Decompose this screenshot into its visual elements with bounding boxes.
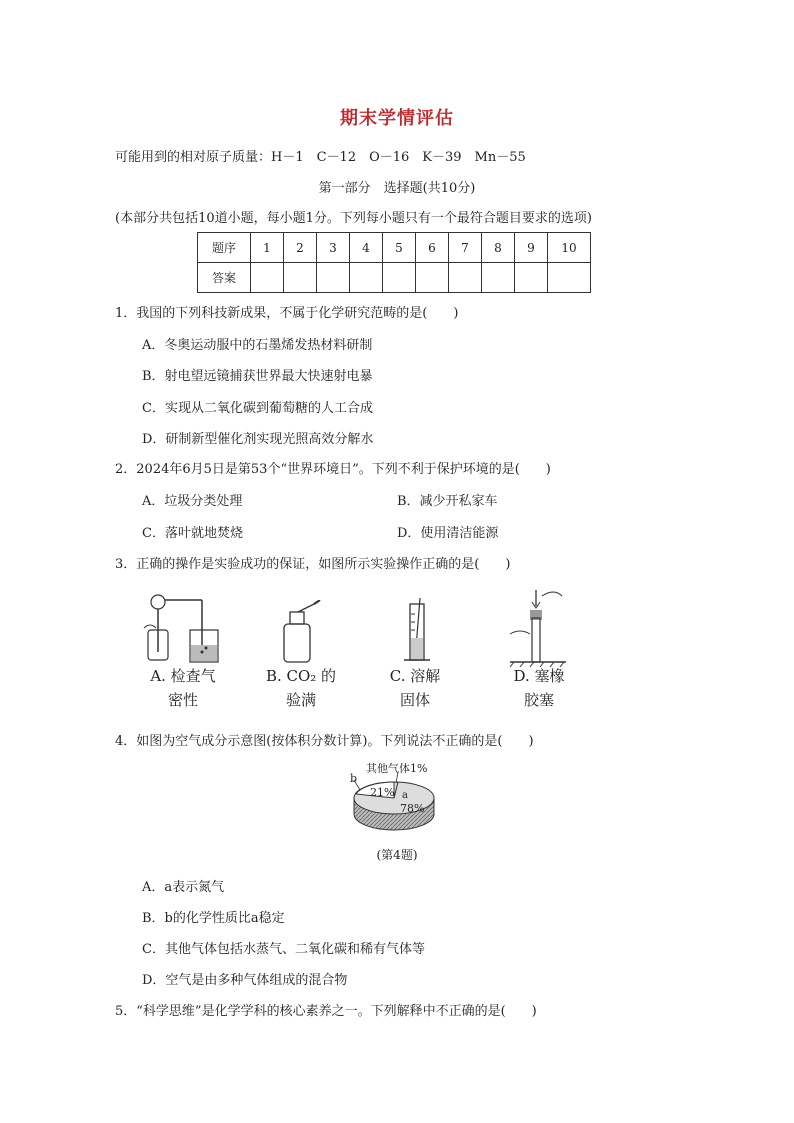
question-number: 6 xyxy=(416,233,449,263)
table-header: 题序 xyxy=(198,233,251,263)
question-number: 3 xyxy=(317,233,350,263)
question-number: 2 xyxy=(284,233,317,263)
q3-stem: 3．正确的操作是实验成功的保证，如图所示实验操作正确的是( ) xyxy=(115,557,511,572)
question-number: 10 xyxy=(548,233,591,263)
section-title: 第一部分 选择题(共10分) xyxy=(318,181,476,196)
q4-option-a: A．a表示氮气 xyxy=(142,880,225,895)
question-number: 8 xyxy=(482,233,515,263)
pie-label-a: a xyxy=(402,790,408,801)
q1-option-c: C．实现从二氧化碳到葡萄糖的人工合成 xyxy=(142,401,373,416)
answer-cell[interactable] xyxy=(449,263,482,293)
q5-stem: 5．“科学思维”是化学学科的核心素养之一。下列解释中不正确的是( ) xyxy=(115,1004,537,1019)
answer-cell[interactable] xyxy=(284,263,317,293)
pie-label-a-percent: 78% xyxy=(400,802,425,815)
table-header: 答案 xyxy=(198,263,251,293)
answer-cell[interactable] xyxy=(251,263,284,293)
q2-option-b: B．减少开私家车 xyxy=(397,494,498,509)
answer-cell[interactable] xyxy=(482,263,515,293)
answer-cell[interactable] xyxy=(317,263,350,293)
figure-d-label-line2: 胶塞 xyxy=(523,691,554,709)
answer-cell[interactable] xyxy=(515,263,548,293)
instructions: (本部分共包括10道小题，每小题1分。下列每小题只有一个最符合题目要求的选项) xyxy=(115,211,592,226)
figure-d-label-line1: D. 塞橡 xyxy=(513,667,565,685)
figure-caption-q4: (第4题) xyxy=(376,848,418,862)
q4-option-d: D．空气是由多种气体组成的混合物 xyxy=(142,973,348,988)
q2-stem: 2．2024年6月5日是第53个“世界环境日”。下列不利于保护环境的是( ) xyxy=(115,462,551,477)
q2-option-c: C．落叶就地焚烧 xyxy=(142,526,243,541)
page-title: 期末学情评估 xyxy=(340,108,454,129)
figure-c-label-line2: 固体 xyxy=(399,691,430,709)
q4-stem: 4．如图为空气成分示意图(按体积分数计算)。下列说法不正确的是( ) xyxy=(115,734,534,749)
q4-option-c: C．其他气体包括水蒸气、二氧化碳和稀有气体等 xyxy=(142,942,425,957)
question-number: 9 xyxy=(515,233,548,263)
figure-c-label-line1: C. 溶解 xyxy=(389,667,441,685)
figure-c-caption xyxy=(360,664,470,712)
figure-b-label-line1: B. CO₂ 的 xyxy=(265,667,337,685)
q4-option-b: B．b的化学性质比a稳定 xyxy=(142,911,285,926)
question-number: 5 xyxy=(383,233,416,263)
question-number: 7 xyxy=(449,233,482,263)
answer-table xyxy=(197,232,591,293)
pie-label-other: 其他气体1% xyxy=(366,762,428,775)
table-row xyxy=(198,233,591,263)
q1-option-d: D．研制新型催化剂实现光照高效分解水 xyxy=(142,432,374,447)
table-row xyxy=(198,263,591,293)
answer-cell[interactable] xyxy=(548,263,591,293)
atomic-masses: 可能用到的相对原子质量：H－1 C－12 O－16 K－39 Mn－55 xyxy=(115,150,526,165)
q2-option-a: A．垃圾分类处理 xyxy=(142,494,243,509)
question-number: 1 xyxy=(251,233,284,263)
answer-cell[interactable] xyxy=(416,263,449,293)
q1-stem: 1．我国的下列科技新成果，不属于化学研究范畴的是( ) xyxy=(115,306,459,321)
question-number: 4 xyxy=(350,233,383,263)
answer-cell[interactable] xyxy=(383,263,416,293)
figure-d-caption xyxy=(484,664,594,712)
answer-cell[interactable] xyxy=(350,263,383,293)
pie-label-b-percent: 21% xyxy=(370,786,395,799)
figure-b-label-line2: 验满 xyxy=(285,691,316,709)
co2-test-figure xyxy=(276,600,326,666)
figure-a-caption xyxy=(128,664,238,712)
q1-option-a: A．冬奥运动服中的石墨烯发热材料研制 xyxy=(142,338,373,353)
insert-stopper-figure xyxy=(508,588,568,668)
figure-b-caption xyxy=(246,664,356,712)
dissolve-solid-figure xyxy=(400,598,440,668)
q2-option-d: D．使用清洁能源 xyxy=(397,526,499,541)
pie-label-b: b xyxy=(350,772,358,785)
airtightness-check-figure xyxy=(140,590,230,666)
figure-a-label-line2: 密性 xyxy=(167,691,198,709)
figure-a-label-line1: A. 检查气 xyxy=(150,667,216,685)
q1-option-b: B．射电望远镜捕获世界最大快速射电暴 xyxy=(142,369,373,384)
